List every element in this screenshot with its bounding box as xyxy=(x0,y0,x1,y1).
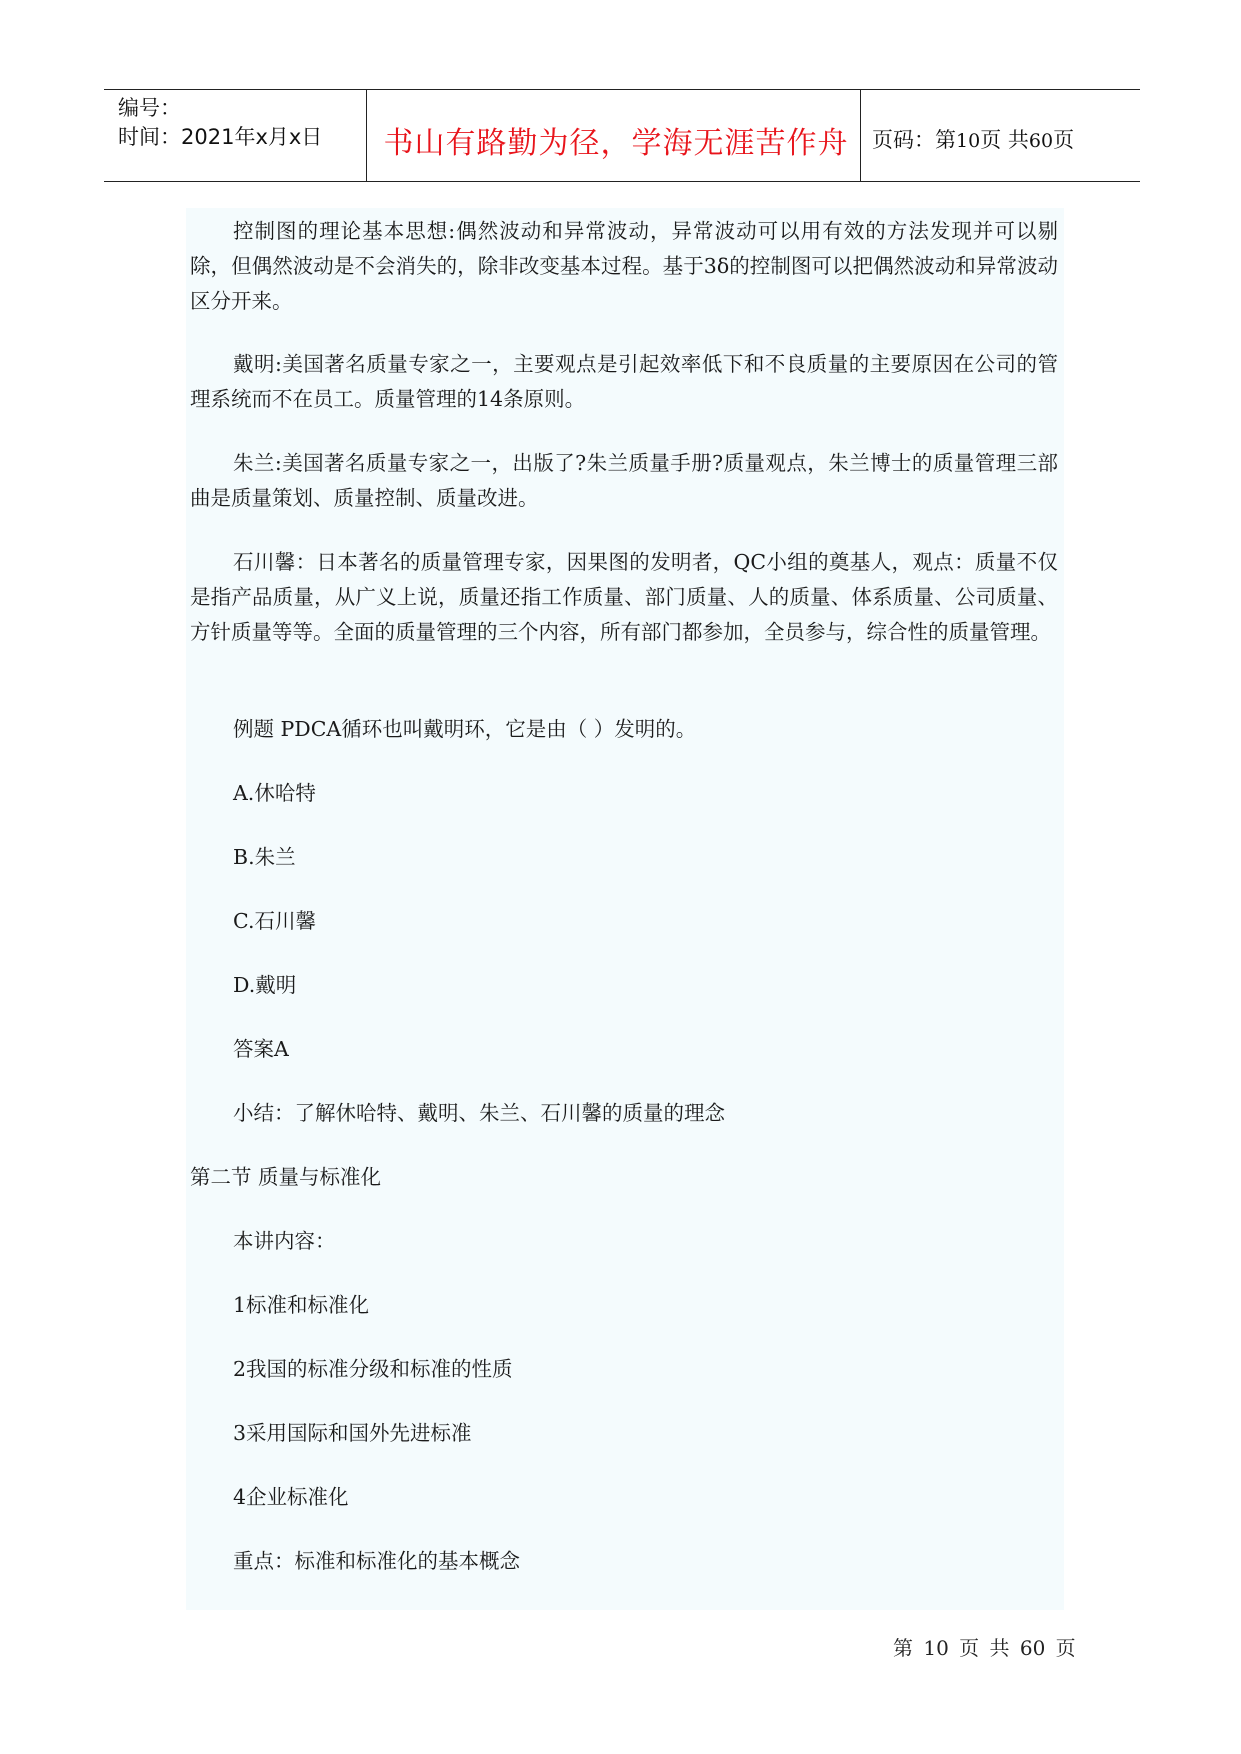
section-title: 第二节 质量与标准化 xyxy=(190,1165,382,1189)
list-item: 3采用国际和国外先进标准 xyxy=(233,1421,472,1445)
page-suffix: 页 xyxy=(1053,128,1075,152)
header-motto: 书山有路勤为径，学海无涯苦作舟 xyxy=(383,126,849,161)
option-c: C.石川馨 xyxy=(233,909,316,933)
page-header xyxy=(104,89,1140,182)
answer-line: 答案A xyxy=(233,1037,289,1061)
summary-line: 小结：了解休哈特、戴明、朱兰、石川馨的质量的理念 xyxy=(233,1101,725,1125)
page-total: 60 xyxy=(1028,130,1054,152)
key-point: 重点：标准和标准化的基本概念 xyxy=(233,1549,520,1573)
paragraph-juran: 朱兰:美国著名质量专家之一，出版了?朱兰质量手册?质量观点，朱兰博士的质量管理三部曲是质量策划、质量控制、质量改进。 xyxy=(190,451,1058,510)
list-item: 1标准和标准化 xyxy=(233,1293,370,1317)
paragraph-ishikawa: 石川馨：日本著名的质量管理专家，因果图的发明者，QC小组的奠基人，观点：质量不仅是指产品质量，从广义上说，质量还指工作质量、部门质量、人的质量、体系质量、公司质量、方针质量等等。全面的质量管理的三个内容，所有部门都参加，全员参与，综合性的质量管理。 xyxy=(190,550,1058,644)
page-current: 10 xyxy=(956,130,981,152)
list-item: 4企业标准化 xyxy=(233,1485,349,1509)
header-divider-right xyxy=(860,90,861,182)
example-question: 例题 PDCA循环也叫戴明环，它是由（ ）发明的。 xyxy=(233,717,697,741)
option-b: B.朱兰 xyxy=(233,845,296,869)
page-mid: 页 共 xyxy=(980,128,1029,152)
header-meta xyxy=(118,94,322,152)
header-page-indicator xyxy=(872,124,1074,154)
date-label: 时间：2021年x月x日 xyxy=(118,125,323,149)
page-prefix: 页码：第 xyxy=(872,128,956,152)
lecture-label: 本讲内容： xyxy=(233,1229,336,1253)
header-divider-left xyxy=(366,90,367,182)
page-footer: 第 10 页 共 60 页 xyxy=(893,1636,1076,1660)
paragraph-control-chart: 控制图的理论基本思想:偶然波动和异常波动，异常波动可以用有效的方法发现并可以剔除，但偶然波动是不会消失的，除非改变基本过程。基于3δ的控制图可以把偶然波动和异常波动区分开来。 xyxy=(190,219,1058,313)
option-a: A.休哈特 xyxy=(233,781,316,805)
list-item: 2我国的标准分级和标准的性质 xyxy=(233,1357,513,1381)
serial-label: 编号： xyxy=(118,96,181,120)
option-d: D.戴明 xyxy=(233,973,297,997)
paragraph-deming: 戴明:美国著名质量专家之一，主要观点是引起效率低下和不良质量的主要原因在公司的管理系统而不在员工。质量管理的14条原则。 xyxy=(190,352,1058,411)
